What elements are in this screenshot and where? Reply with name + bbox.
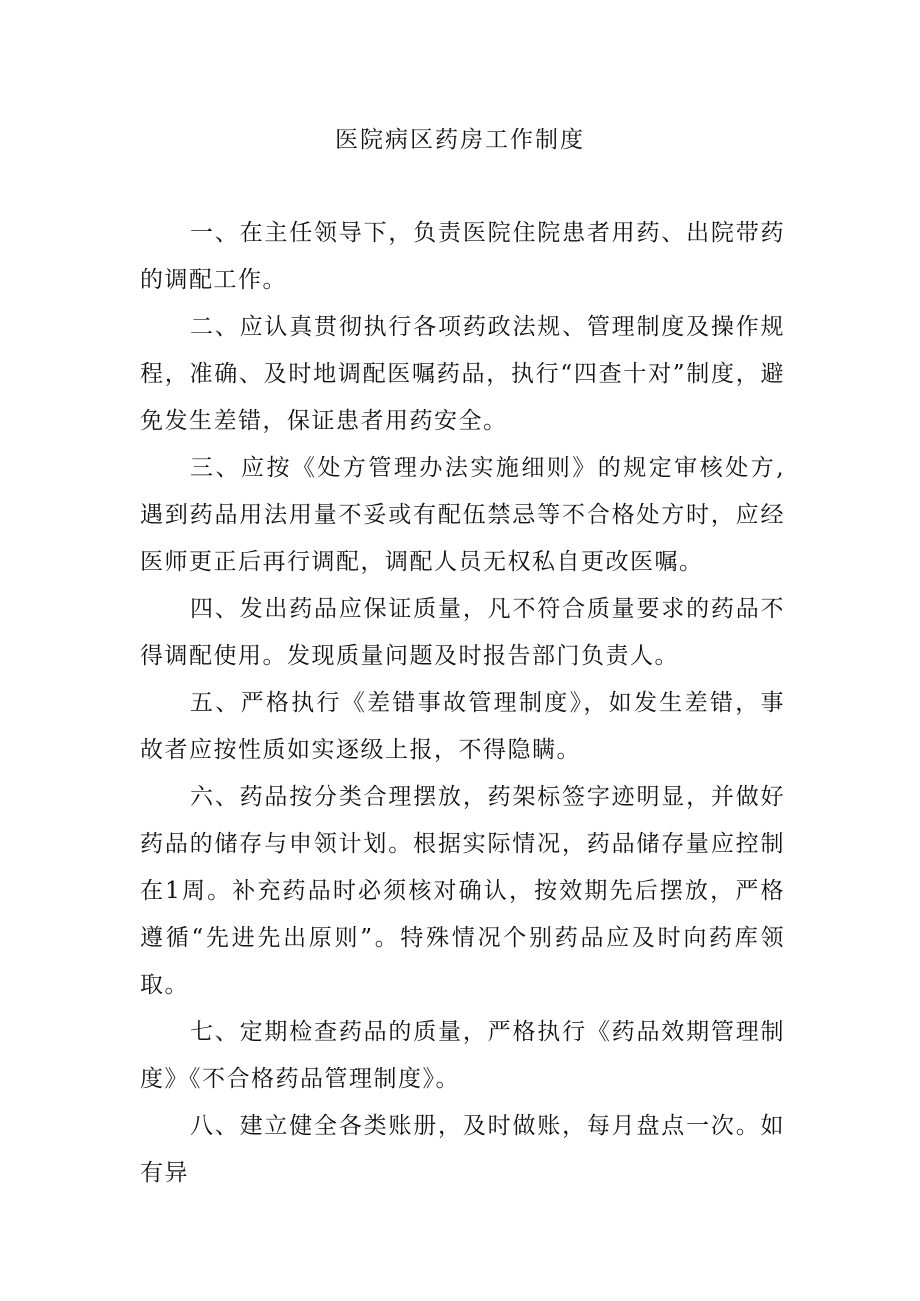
paragraph-8: 八、建立健全各类账册，及时做账，每月盘点一次。如有异 [140, 1113, 785, 1186]
document-body [140, 210, 785, 1197]
paragraph-1: 一、在主任领导下，负责医院住院患者用药、出院带药的调配工作。 [140, 220, 785, 293]
paragraph-6: 六、药品按分类合理摆放，药架标签字迹明显，并做好药品的储存与申领计划。根据实际情况，药品储存量应控制在1周。补充药品时必须核对确认，按效期先后摆放，严格遵循“先进先出原则”。特殊情况个别药品应及时向药库领取。 [140, 784, 785, 998]
paragraph-3: 三、应按《处方管理办法实施细则》的规定审核处方,遇到药品用法用量不妥或有配伍禁忌等不合格处方时，应经医师更正后再行调配，调配人员无权私自更改医嘱。 [140, 455, 785, 575]
document-title: 医院病区药房工作制度 [335, 127, 585, 153]
paragraph-7: 七、定期检查药品的质量，严格执行《药品效期管理制度》《不合格药品管理制度》。 [140, 1019, 785, 1092]
paragraph-2: 二、应认真贯彻执行各项药政法规、管理制度及操作规程，准确、及时地调配医嘱药品，执行“四查十对”制度，避免发生差错，保证患者用药安全。 [140, 314, 785, 434]
paragraph-4: 四、发出药品应保证质量，凡不符合质量要求的药品不得调配使用。发现质量问题及时报告部门负责人。 [140, 596, 785, 669]
paragraph-5: 五、严格执行《差错事故管理制度》，如发生差错，事故者应按性质如实逐级上报，不得隐瞒。 [140, 690, 785, 763]
